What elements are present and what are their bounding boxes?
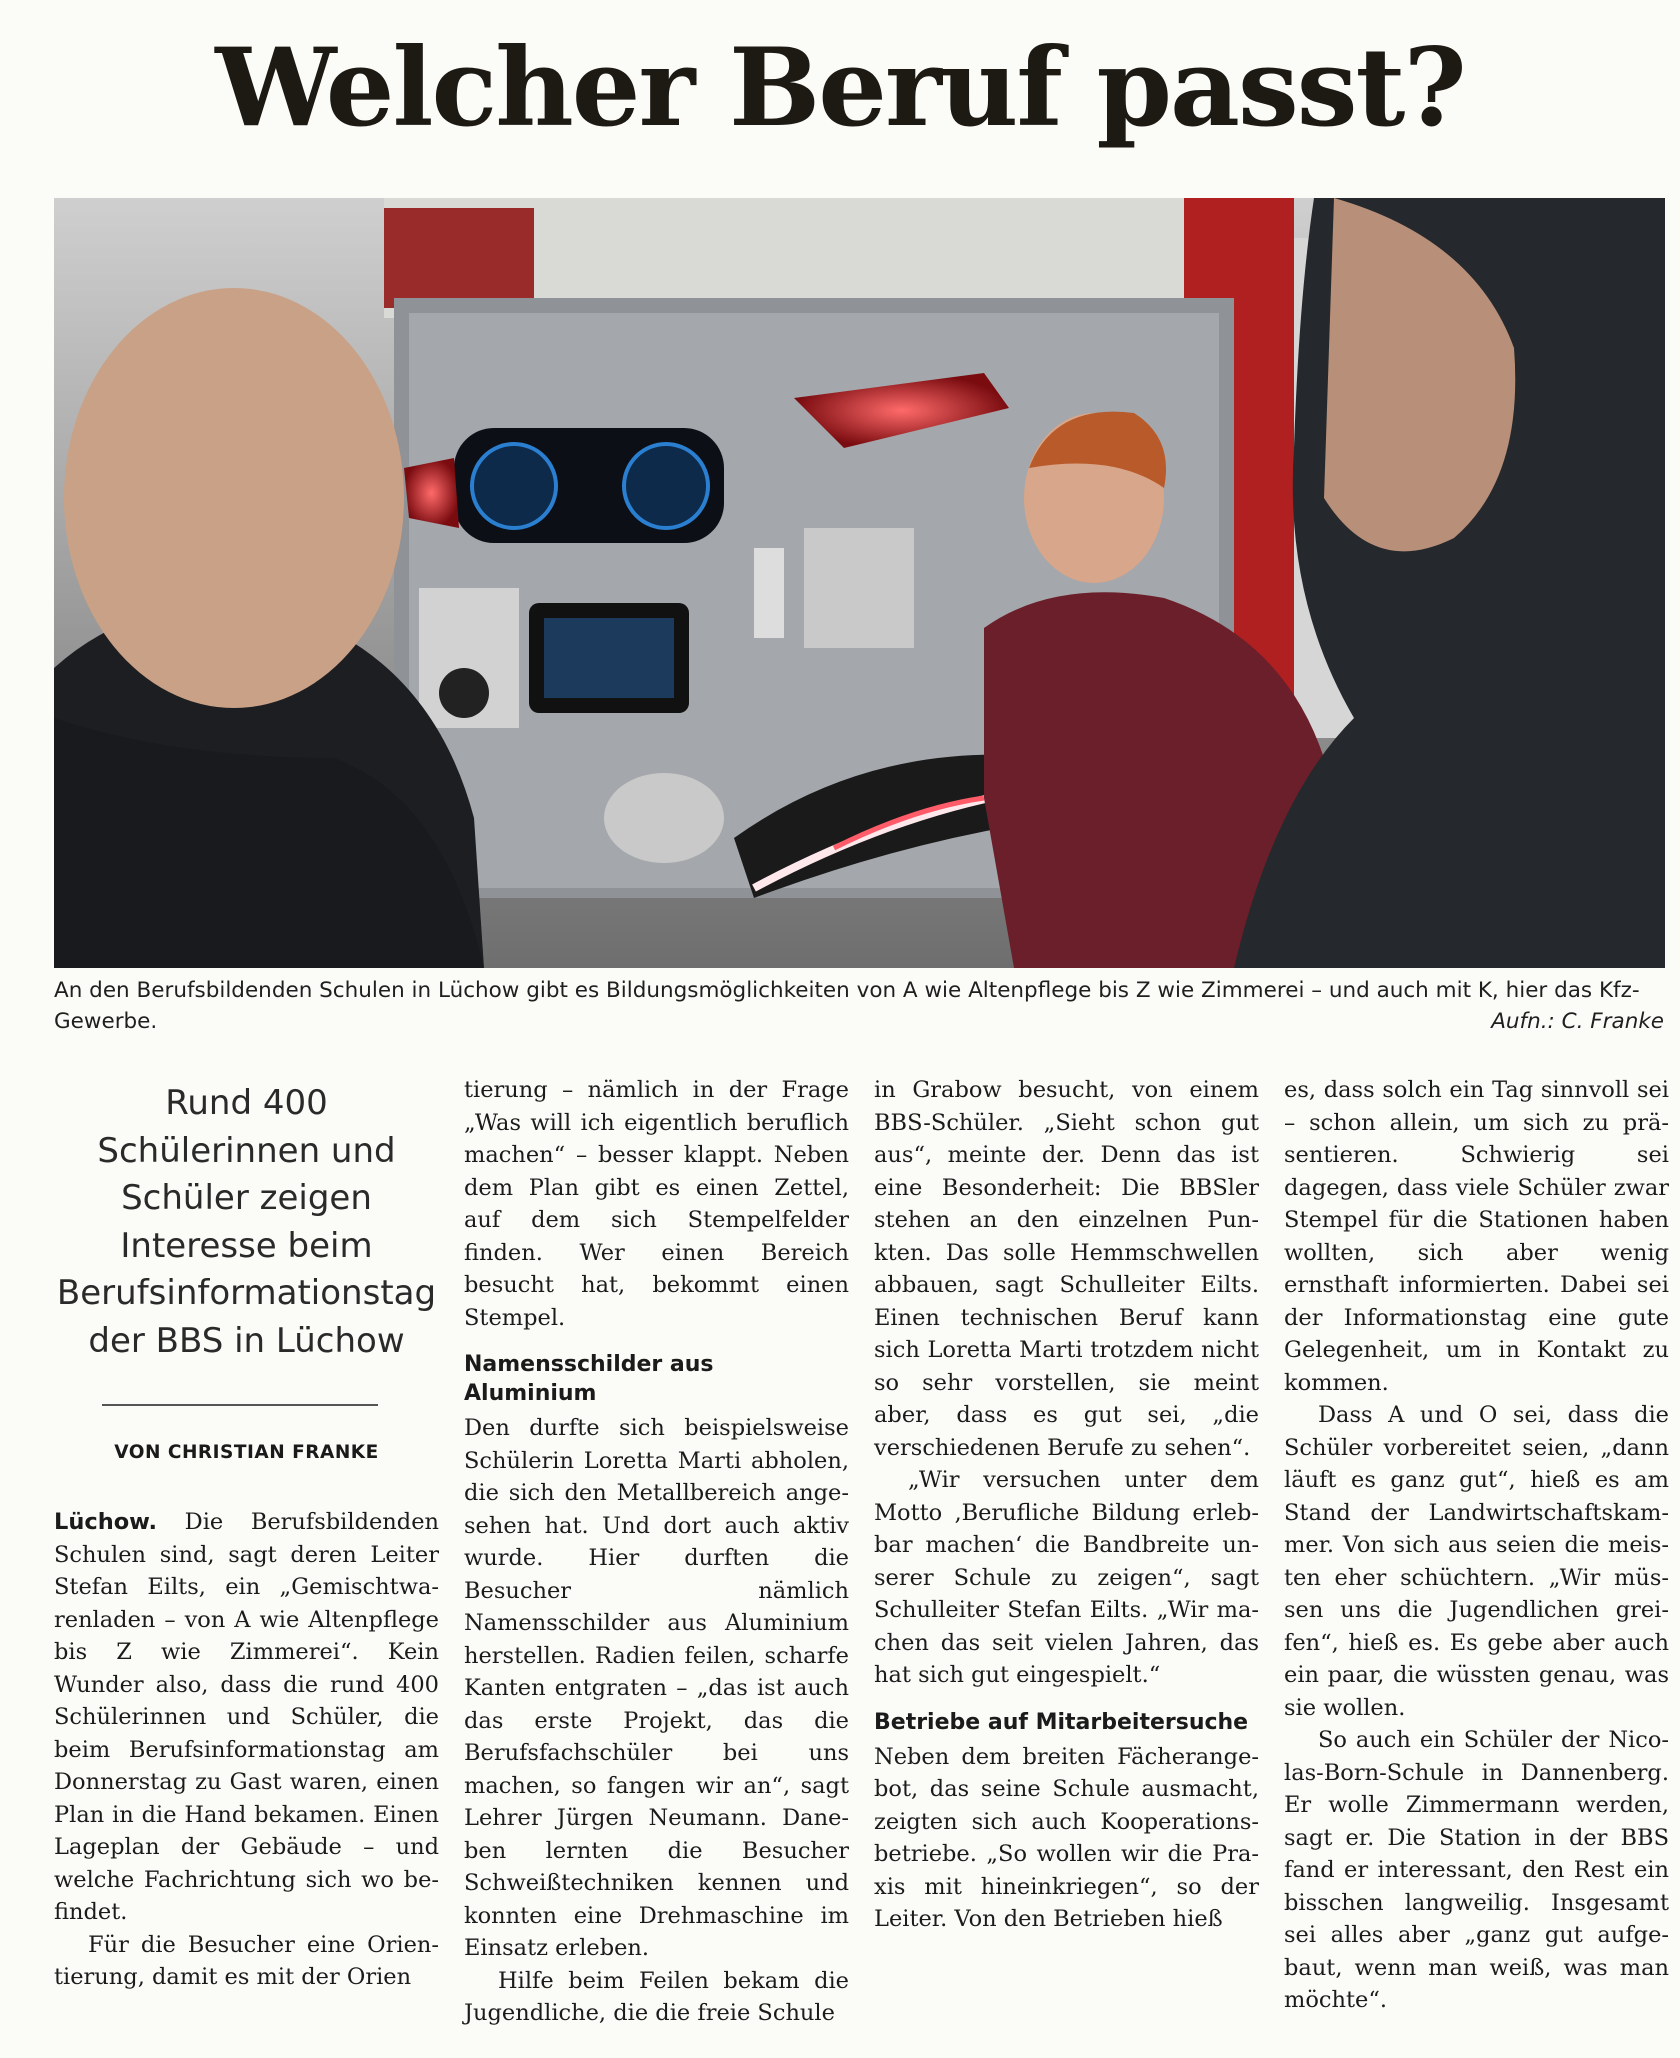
article-teaser: Rund 400 Schülerinnen und Schüler zeigen Interesse beim Berufsinformationstag der BBS in Lüchow [56, 1083, 437, 1361]
byline: VON CHRISTIAN FRANKE [114, 1442, 379, 1463]
dateline: Lüchow. [54, 1509, 158, 1535]
paragraph: tierung – nämlich in der Frage „Was will ich eigentlich beruflich machen“ – besser klappt. Neben dem Plan gibt es einen Zettel, auf dem sich Stempelfelder finden. Wer einen Bereich besucht hat, bekommt einen Stempel. [464, 1077, 849, 1331]
teaser-divider [102, 1404, 378, 1406]
article-photo [54, 198, 1665, 968]
paragraph: Neben dem breiten Fächerangebot, das seine Schule ausmacht, zeigten sich auch Kooperationsbetriebe. „So wollen wir die Praxis mit hineinkriegen“, so der Leiter. Von den Betrieben hieß [874, 1743, 1259, 1932]
subheading: Betriebe auf Mitarbeitersuche [874, 1709, 1249, 1735]
article-column-4 [1284, 1074, 1669, 2017]
paragraph: Dass A und O sei, dass die Schüler vorbereitet seien, „dann läuft es ganz gut“, hieß es am Stand der Landwirtschaftskammer. Von sich aus seien die meisten eher schüchtern. „Wir müssen uns die Jugendlichen greifen“, hieß es. Es gebe aber auch ein paar, die wüssten genau, was sie wollen. [1284, 1402, 1669, 1721]
paragraph: „Wir versuchen unter dem Motto ‚Berufliche Bildung erlebbar machen‘ die Bandbreite unserer Schule zu zeigen“, sagt Schulleiter Stefan Eilts. „Wir machen das seit vielen Jahren, das hat sich gut eingespielt.“ [874, 1467, 1259, 1688]
subheading: Namensschilder aus Aluminium [464, 1352, 714, 1406]
paragraph: Hilfe beim Feilen bekam die Jugendliche, die die freie Schule [464, 1967, 849, 2026]
photo-credit: Aufn.: C. Franke [1491, 1009, 1664, 1034]
article-column-1 [54, 1506, 439, 1994]
paragraph [54, 1506, 439, 1929]
paragraph: Für die Besucher eine Orientierung, damit es mit der Orien [54, 1931, 439, 1990]
article-column-3 [874, 1074, 1259, 1936]
paragraph: es, dass solch ein Tag sinnvoll sei – schon allein, um sich zu präsentieren. Schwierig sei dagegen, dass viele Schüler zwar Stempel für die Stationen haben wollten, sich aber wenig ernsthaft informierten. Dabei sei der Informationstag eine gute Gelegenheit, um in Kontakt zu kommen. [1284, 1077, 1669, 1396]
paragraph: So auch ein Schüler der Nicolas-Born-Schule in Dannenberg. Er wolle Zimmermann werden, sagt er. Die Station in der BBS fand er interessant, den Rest ein bisschen langweilig. Insgesamt sei alles aber „ganz gut aufgebaut, wenn man weiß, was man möchte“. [1284, 1727, 1669, 2013]
article-column-2 [464, 1074, 849, 2030]
paragraph: in Grabow besucht, von einem BBS-Schüler. „Sieht schon gut aus“, meinte der. Denn das ist eine Besonderheit: Die BBSler stehen an den einzelnen Punkten. Das solle Hemmschwellen abbauen, sagt Schulleiter Eilts. Einen technischen Beruf kann sich Loretta Marti trotzdem nicht so sehr vorstellen, sie meint aber, dass es gut sei, „die verschiedenen Berufe zu sehen“. [874, 1077, 1259, 1461]
photo-caption: An den Berufsbildenden Schulen in Lüchow gibt es Bildungsmöglichkeiten von A wie Altenpflege bis Z wie Zimmerei – und auch mit K, hier das Kfz-Gewerbe. [54, 978, 1640, 1034]
paragraph-text: Die Berufsbildenden Schulen sind, sagt deren Leiter Stefan Eilts, ein „Gemischtwarenladen – von A wie Altenpflege bis Z wie Zimmerei“. Kein Wunder also, dass die rund 400 Schülerinnen und Schüler, die beim Berufsinformationstag am Donnerstag zu Gast waren, einen Plan in die Hand bekamen. Einen Lageplan der Gebäude – und welche Fachrichtung sich wo befindet. [54, 1509, 439, 1925]
photo-illustration [54, 198, 1665, 968]
headline: Welcher Beruf passt? [215, 25, 1465, 151]
paragraph: Den durfte sich beispielsweise Schülerin Loretta Marti abholen, die sich den Metallbereich angesehen hat. Und dort auch aktiv wurde. Hier durften die Besucher nämlich Namensschilder aus Aluminium herstellen. Radien feilen, scharfe Kanten entgraten – „das ist auch das erste Projekt, das die Berufsfachschüler bei uns machen, so fangen wir an“, sagt Lehrer Jürgen Neumann. Daneben lernten die Besucher Schweißtechniken kennen und konnten eine Drehmaschine im Einsatz erleben. [464, 1415, 849, 1961]
